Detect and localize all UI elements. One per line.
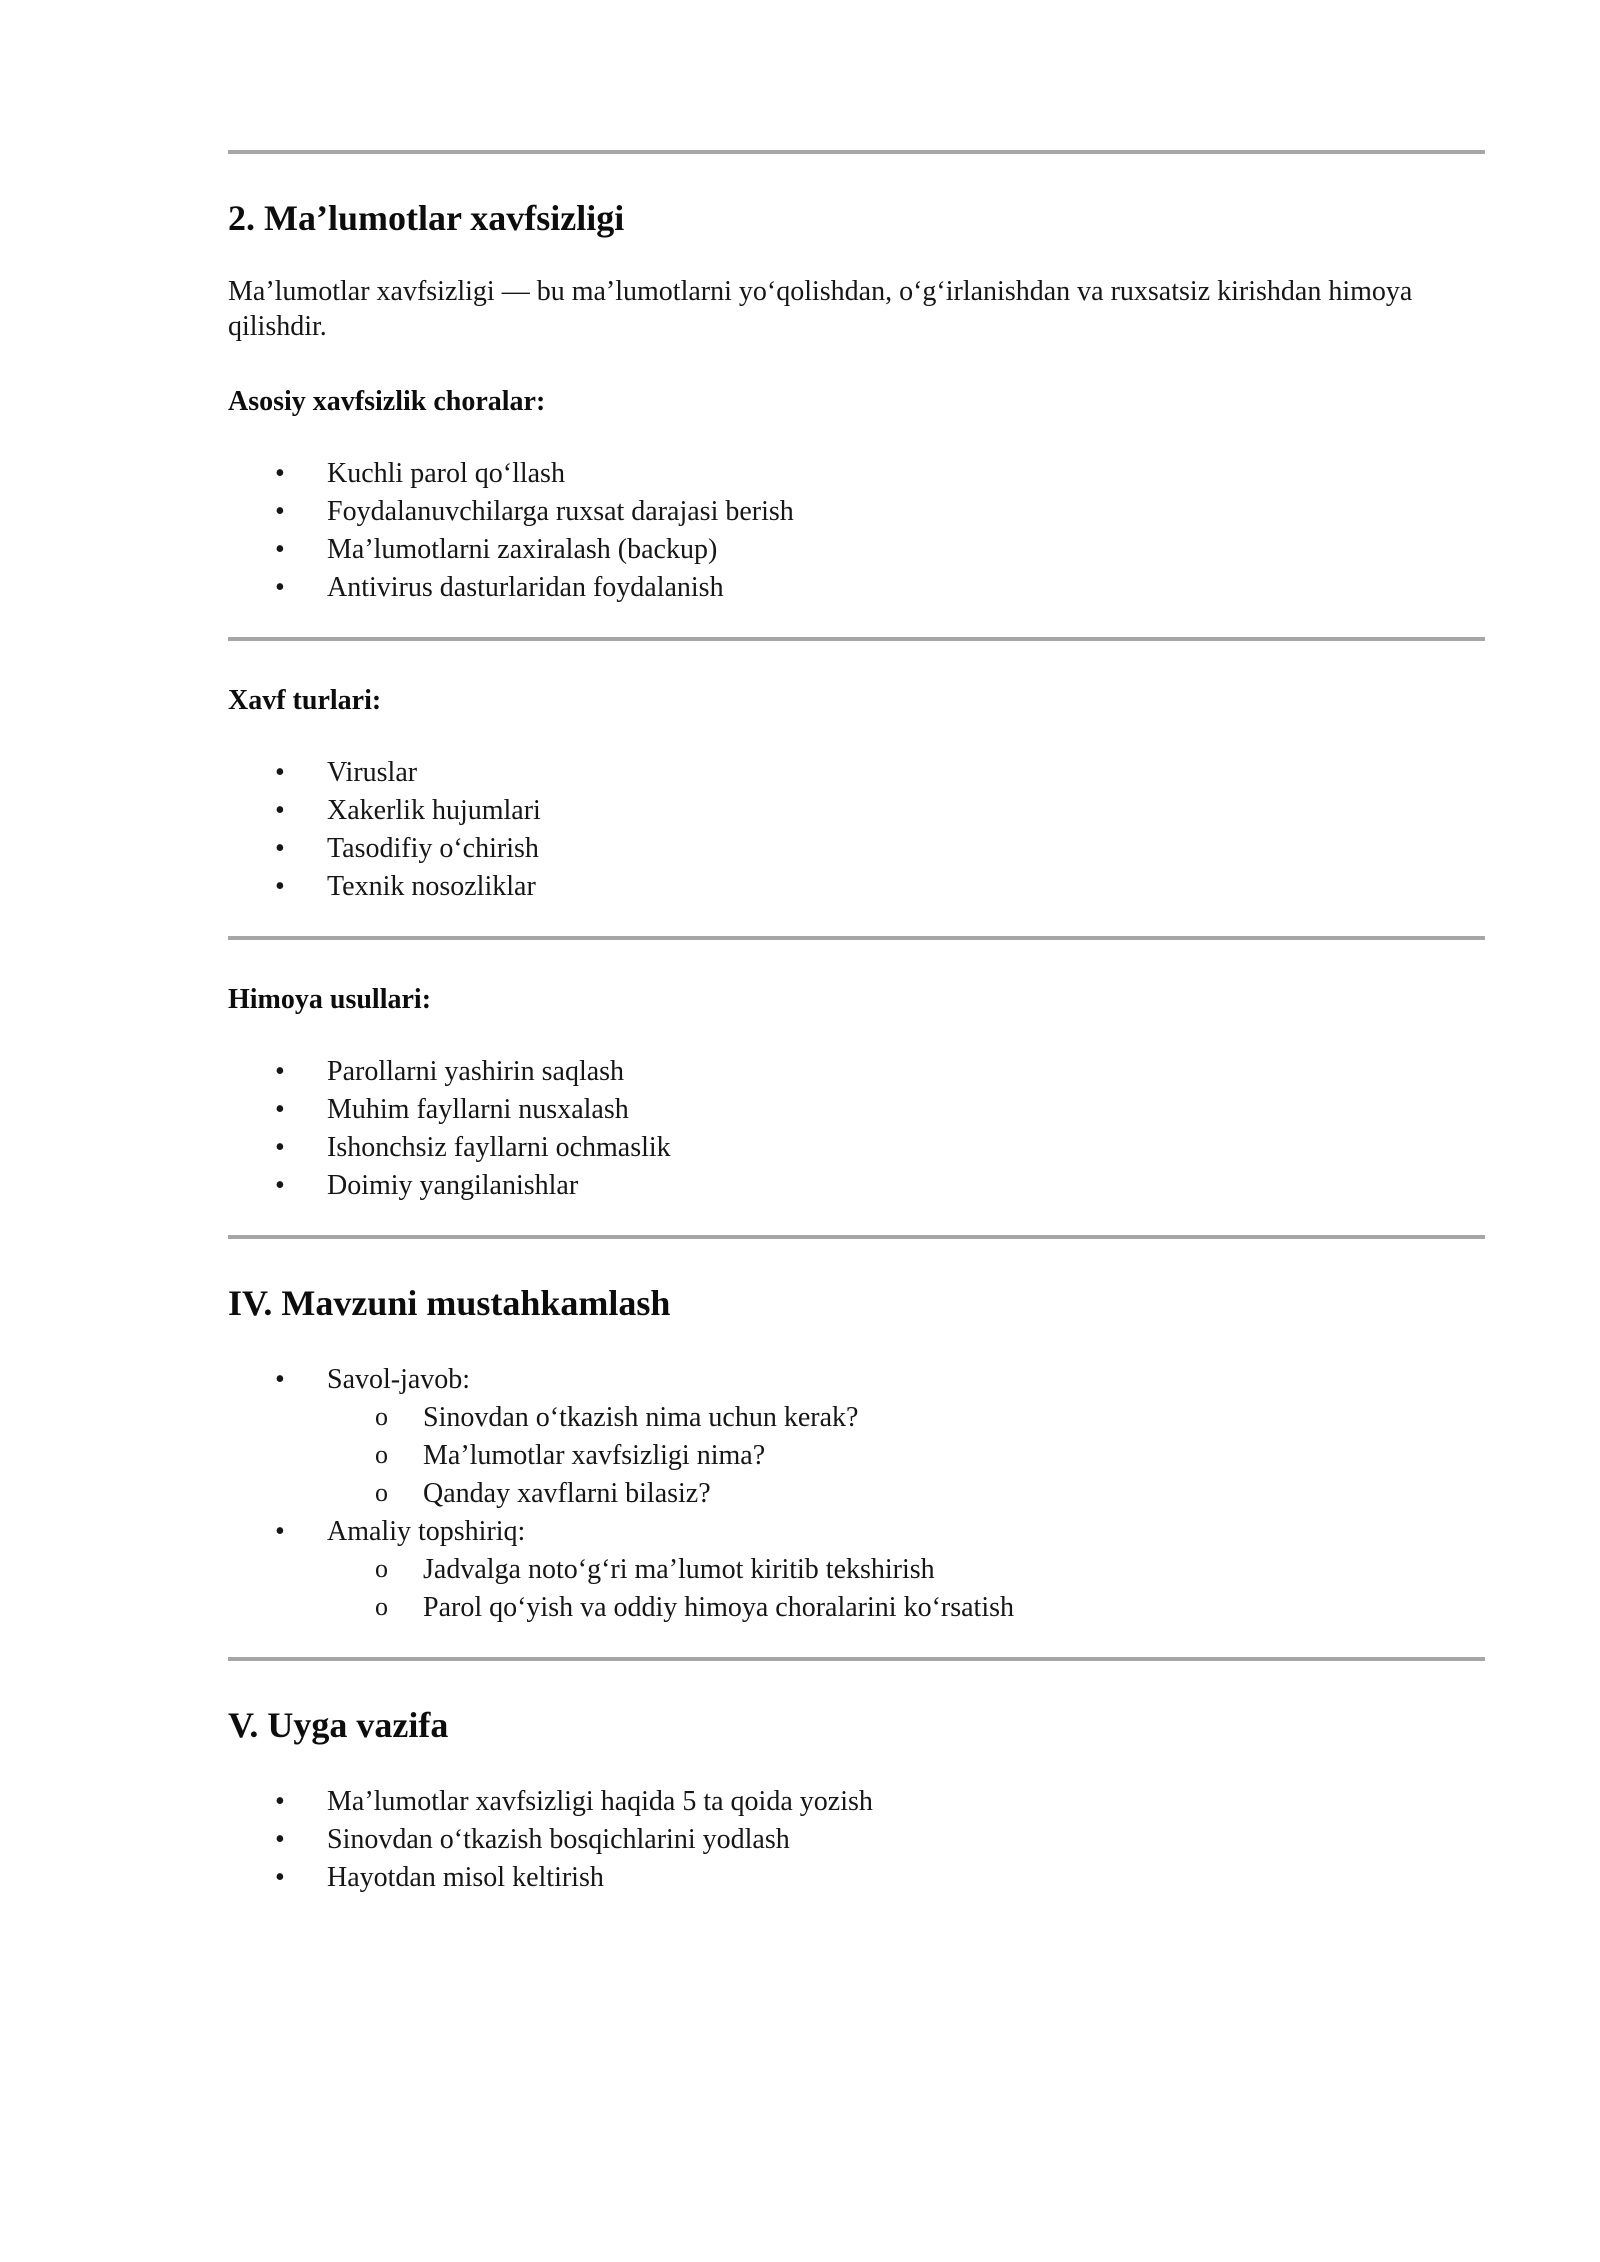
- risk-types-list: [228, 754, 1485, 906]
- security-measures-list: [228, 455, 1485, 607]
- list-item: • Doimiy yangilanishlar: [228, 1167, 1485, 1205]
- section-heading-homework: V. Uyga vazifa: [228, 1705, 449, 1745]
- list-item: • Tasodifiy o‘chirish: [228, 830, 1485, 868]
- section-heading-data-security: 2. Ma’lumotlar xavfsizligi: [228, 198, 625, 238]
- list-item: • Ma’lumotlar xavfsizligi haqida 5 ta qoida yozish: [228, 1783, 1485, 1821]
- horizontal-divider: [228, 1657, 1485, 1661]
- horizontal-divider: [228, 150, 1485, 154]
- list-item: • Kuchli parol qo‘llash: [228, 455, 1485, 493]
- list-item: • Foydalanuvchilarga ruxsat darajasi berish: [228, 493, 1485, 531]
- horizontal-divider: [228, 1235, 1485, 1239]
- section-heading-reinforcement: IV. Mavzuni mustahkamlash: [228, 1283, 671, 1323]
- protection-methods-list: [228, 1053, 1485, 1205]
- intro-paragraph: Ma’lumotlar xavfsizligi — bu ma’lumotlarni yo‘qolishdan, o‘g‘irlanishdan va ruxsatsiz kirishdan himoya qilishdir.: [228, 276, 1413, 342]
- document-body: [228, 150, 1485, 1897]
- list-item: • Antivirus dasturlaridan foydalanish: [228, 569, 1485, 607]
- list-item: o Sinovdan o‘tkazish nima uchun kerak?: [228, 1399, 1485, 1437]
- list-item: o Ma’lumotlar xavfsizligi nima?: [228, 1437, 1485, 1475]
- list-label-risk-types: Xavf turlari:: [228, 685, 382, 716]
- list-item: o Qanday xavflarni bilasiz?: [228, 1475, 1485, 1513]
- list-item: o Parol qo‘yish va oddiy himoya choralarini ko‘rsatish: [228, 1589, 1485, 1627]
- list-item: • Parollarni yashirin saqlash: [228, 1053, 1485, 1091]
- list-item: • Ma’lumotlarni zaxiralash (backup): [228, 531, 1485, 569]
- list-item: • Amaliy topshiriq:: [228, 1513, 1485, 1551]
- horizontal-divider: [228, 936, 1485, 940]
- list-label-protection-methods: Himoya usullari:: [228, 984, 432, 1015]
- list-item: o Jadvalga noto‘g‘ri ma’lumot kiritib tekshirish: [228, 1551, 1485, 1589]
- list-item: • Ishonchsiz fayllarni ochmaslik: [228, 1129, 1485, 1167]
- list-item: • Muhim fayllarni nusxalash: [228, 1091, 1485, 1129]
- homework-list: [228, 1783, 1485, 1897]
- list-item: • Xakerlik hujumlari: [228, 792, 1485, 830]
- reinforcement-list: [228, 1361, 1485, 1627]
- horizontal-divider: [228, 637, 1485, 641]
- list-item: • Sinovdan o‘tkazish bosqichlarini yodlash: [228, 1821, 1485, 1859]
- list-item: • Hayotdan misol keltirish: [228, 1859, 1485, 1897]
- list-item: • Viruslar: [228, 754, 1485, 792]
- list-item: • Texnik nosozliklar: [228, 868, 1485, 906]
- list-label-security-measures: Asosiy xavfsizlik choralar:: [228, 386, 546, 417]
- list-item: • Savol-javob:: [228, 1361, 1485, 1399]
